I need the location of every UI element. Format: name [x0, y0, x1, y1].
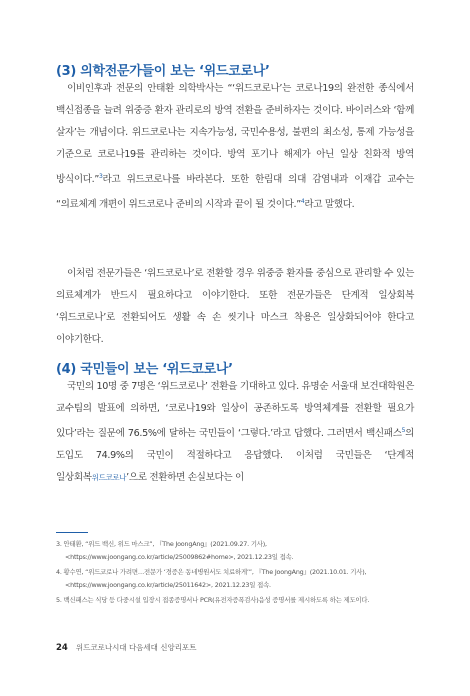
section-4-heading: (4) 국민들이 보는 ‘위드코로나’: [56, 362, 233, 377]
section-3-p1-text-c: 라고 말했다.: [304, 199, 355, 211]
footnote-4: 4. 황수연, “위드코로나 가려면…전문가 ‘경증은 동네병원서도 치료하게’”, 『The JoongAng』(2021.10.01. 기사), <https://www.joongang.co.kr/article/25011642>, 2021.12.23일 접속.: [56, 568, 367, 589]
section-4-p1-text-b: 의 도입도 74.9%의 국민이 적절하다고 응답했다. 이처럼 국민들은 ‘단계적 일상회복: [56, 428, 414, 484]
footnote-ref-5[interactable]: 5: [401, 427, 406, 434]
footnote-3: 3. 안태환, “위드 백신, 위드 마스크”, 『The JoongAng』(2021.09.27. 기사), <https://www.joongang.co.kr/article/25009862#home>, 2021.12.23일 접속.: [56, 540, 294, 561]
footnotes: [56, 538, 416, 610]
footnote-5: 5. 백신패스는 식당 등 다중시설 입장시 접종증명서나 PCR(유전자증폭검사)음성 증명서를 제시하도록 하는 제도이다.: [56, 596, 370, 604]
section-4-p1-text-c: ’으로 전환하면 손실보다는 이: [126, 472, 244, 484]
footnote-ref-4[interactable]: 4: [300, 198, 305, 206]
page-number: 24: [56, 643, 68, 653]
section-4-paragraph-1: [56, 376, 414, 489]
section-3-p1-text-a: 이비인후과 전문의 안태환 의학박사는 “‘위드코로나’는 코로나19의 완전한 종식에서 백신접종을 늘려 위중증 환자 관리로의 방역 전환을 준비하자는 것이다. 바이러스와 ‘함께 살자’는 개념이다. 위드코로나는 지속가능성, 국민수용성, 불편의 최소성, 통제 가능성을 기준으로 코로나19를 관리하는 것이다. 방역 포기나 해제가 아닌 일상 친화적 방역 방식이다.”: [56, 83, 414, 186]
section-3-paragraph-2: [56, 263, 414, 351]
footnote-ref-3[interactable]: 3: [99, 173, 103, 180]
section-4-p1-text-a: 국민의 10명 중 7명은 ‘위드코로나’ 전환을 기대하고 있다. 유명순 서울대 보건대학원은 교수팀의 발표에 의하면, ‘코로나19와 일상이 공존하도록 방역체계를 전환할 필요가 있다’라는 질문에 76.5%에 달하는 국민들이 ‘그렇다.’라고 답했다. 그러면서 백신패스: [56, 381, 414, 440]
section-3-p1-text-b: 라고 위드코로나를 바라본다. 또한 한림대 의대 감염내과 이재갑 교수는 “의료체계 개편이 위드코로나 준비의 시작과 끝이 될 것이다.”: [56, 174, 414, 211]
footnote-divider: [56, 532, 88, 533]
page-footer: [56, 642, 197, 653]
footer-title: 위드코로나시대 다음세대 신앙리포트: [75, 643, 197, 652]
section-3-paragraph-1: [56, 78, 414, 216]
section-3-p2-text: 이처럼 전문가들은 ‘위드코로나’로 전환할 경우 위중증 환자를 중심으로 관리할 수 있는 의료체계가 반드시 필요하다고 이야기한다. 또한 전문가들은 단계적 일상회복 ‘위드코로나’로 전환되어도 생활 속 손 씻기나 마스크 착용은 일상화되어야 한다고 이야기한다.: [56, 268, 414, 345]
inline-with-corona-label: 위드코로나: [91, 473, 127, 483]
section-3-heading: (3) 의학전문가들이 보는 ‘위드코로나’: [56, 64, 270, 79]
